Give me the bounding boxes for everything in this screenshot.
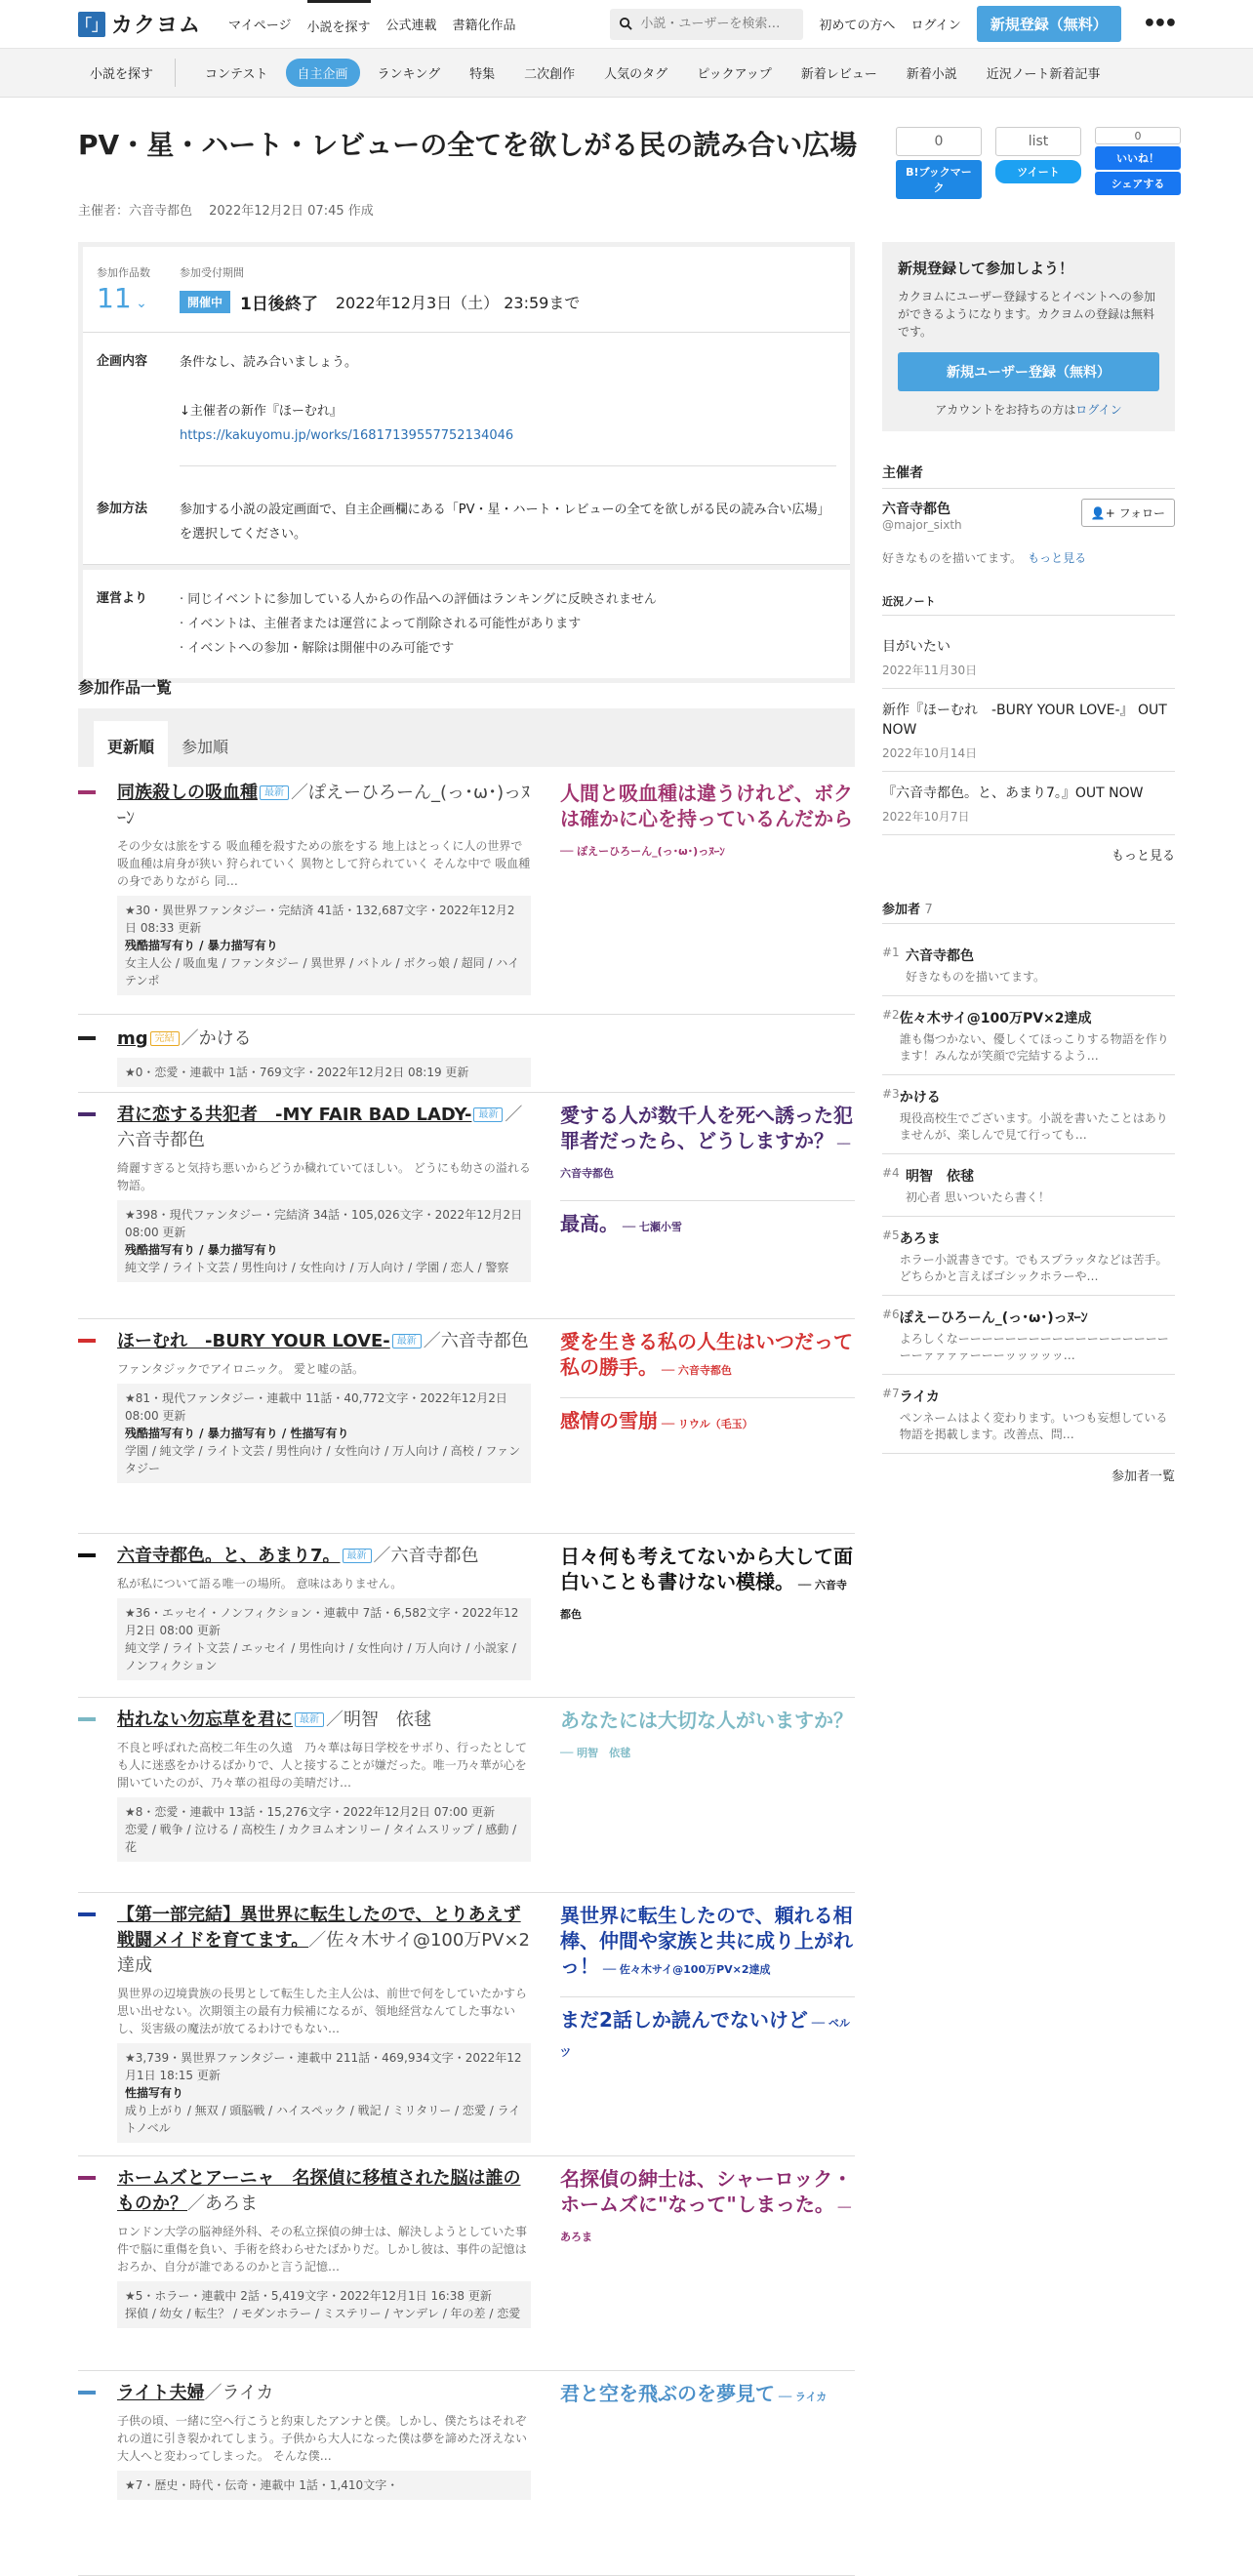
work-color-bar (78, 1036, 96, 1040)
work-author-link[interactable]: 佐々木サイ@100万PV×2達成 (117, 1930, 531, 1976)
organizer-desc: 好きなものを描いてます。 (882, 551, 1017, 565)
work-title-link[interactable]: 【第一部完結】異世界に転生したので、とりあえず戦闘メイドを育てます。 (117, 1905, 521, 1951)
signup-button[interactable]: 新規ユーザー登録（無料） (898, 352, 1159, 391)
global-nav (228, 0, 516, 49)
review-author[interactable]: ベルツ (560, 2017, 850, 2059)
work-stats: ★30・異世界ファンタジー・完結済 41話・132,687文字・2022年12月2日 08:33 更新 (125, 904, 515, 935)
organizer-name[interactable]: 六音寺都色 (882, 502, 950, 517)
logo-icon: 「」 (78, 12, 105, 37)
work-info (117, 2281, 531, 2328)
work-title-link[interactable]: ほーむれ -BURY YOUR LOVE- (117, 1331, 390, 1351)
sidebar-login-link[interactable]: ログイン (1075, 403, 1122, 417)
method-label: 参加方法 (97, 502, 148, 516)
work-tags[interactable]: 探偵 / 幼女 / 転生？ / モダンホラー / ミステリー / ヤンデレ / 年の差 / 恋愛 (125, 2307, 521, 2320)
work-stats: ★8・恋愛・連載中 13話・15,276文字・2022年12月2日 07:00 更新 (125, 1805, 496, 1819)
logo-text: カクヨム (111, 14, 202, 38)
content-text-2: ↓主催者の新作『ほーむれ』 (180, 404, 343, 419)
work-color-bar (78, 1339, 96, 1343)
work-badge: 最新 (260, 785, 289, 800)
search-box (610, 9, 803, 40)
work-color-bar (78, 790, 96, 794)
more-menu-icon[interactable]: ••• (1142, 12, 1175, 36)
login-link[interactable]: ログイン (910, 19, 961, 33)
like-count: 0 (1095, 127, 1181, 144)
ops-label: 運営より (97, 591, 148, 606)
event-detail-box (78, 242, 855, 683)
work-description: 不良と呼ばれた高校二年生の久遠 乃々華は毎日学校をサボり、行ったとしても人に迷惑をかけるばかりで、人と接することが嫌だった。唯一乃々華が心を開いていたのが、乃々華の祖母の美晴だけ… (117, 1741, 528, 1790)
work-badge: 最新 (295, 1712, 324, 1727)
review-author[interactable]: ライカ (794, 2391, 828, 2403)
follow-button[interactable]: 👤+ フォロー (1081, 499, 1175, 527)
global-header (0, 0, 1253, 49)
work-warning: 性描写有り (125, 2086, 184, 2100)
chevron-down-icon[interactable]: ⌄ (131, 296, 147, 311)
work-warning: 残酷描写有り / 暴力描写有り (125, 1243, 278, 1257)
work-item: ライト夫婦／ライカ 子供の頃、一緒に空へ行こうと約束したアンナと僕。しかし、僕たちはそれぞれの道に引き裂かれてしまう。子供から大人になった僕は夢を諦めた冴えない大人へと変わってしまった。 そんな僕… ★7・歴史・時代・伝奇・連載中 1話・1,410文字・ 君と空を飛ぶのを夢見て ── ライカ (78, 2381, 855, 2576)
sidebar (882, 242, 1175, 1484)
work-author-link[interactable]: ぽえーひろーん_(っ･ω･)っﾇｰﾝ (117, 783, 531, 828)
nav-official[interactable]: 公式連載 (385, 19, 437, 33)
work-badge: 最新 (392, 1334, 422, 1348)
search-icon (620, 18, 632, 30)
work-info (117, 1384, 531, 1483)
work-tags[interactable]: 女主人公 / 吸血鬼 / ファンタジー / 異世界 / バトル / ボクっ娘 / 超同 / ハイテンポ (125, 956, 520, 987)
promo-title: 新規登録して参加しよう！ (898, 260, 1074, 277)
work-description: 私が私について語る唯一の場所。 意味はありません。 (117, 1577, 403, 1590)
ops-item: · 同じイベントに参加している人からの作品への評価はランキングに反映されません (180, 592, 657, 607)
participant-item[interactable]: #5 あろま ホラー小説書きです。でもスプラッタなどは苦手。どちらかと言えばゴシックホラーや… (882, 1217, 1175, 1296)
user-plus-icon: 👤+ (1090, 506, 1115, 520)
hatena-bookmark-button[interactable]: B!ブックマーク (896, 160, 982, 199)
work-description: 綺麗すぎると気持ち悪いからどうか穢れていてほしい。 どうにも幼さの溢れる物語。 (117, 1161, 531, 1192)
work-description: 子供の頃、一緒に空へ行こうと約束したアンナと僕。しかし、僕たちはそれぞれの道に引き裂かれてしまう。子供から大人になった僕は夢を諦めた冴えない大人へと変わってしまった。 そんな僕… (117, 2414, 528, 2463)
work-author-link[interactable]: ライカ (222, 2383, 274, 2403)
subnav-new-notes[interactable]: 近況ノート新着記事 (986, 67, 1101, 82)
work-author-link[interactable]: かける (198, 1028, 252, 1049)
note-item[interactable]: 目がいたい 2022年11月30日 (882, 625, 1175, 689)
work-info (117, 1200, 531, 1282)
share-button[interactable]: シェアする (1095, 172, 1181, 195)
ops-item: · イベントは、主催者または運営によって削除される可能性があります (180, 617, 582, 631)
work-stats: ★7・歴史・時代・伝奇・連載中 1話・1,410文字・ (125, 2478, 399, 2492)
work-tags[interactable]: 純文学 / ライト文芸 / エッセイ / 男性向け / 女性向け / 万人向け / 小説家 / ノンフィクション (125, 1641, 516, 1672)
work-stats: ★5・ホラー・連載中 2話・5,419文字・2022年12月1日 16:38 更新 (125, 2289, 492, 2303)
review-author[interactable]: 六音寺都色 (677, 1364, 732, 1377)
organizer-id: @major_sixth (882, 518, 962, 532)
work-description: その少女は旅をする 吸血種を殺すための旅をする 地上はとっくに人の世界で 吸血種は肩身が狭い 狩られていく 異物として狩られていく そんな中で 吸血種の身でありながら 同… (117, 839, 531, 888)
work-color-bar (78, 1912, 96, 1916)
work-item: 枯れない勿忘草を君に 最新 ／明智 依毬 不良と呼ばれた高校二年生の久遠 乃々華は毎日学校をサボり、行ったとしても人に迷惑をかけるばかりで、人と接することが嫌だった。唯一乃々華が心を開いていたのが、乃々華の祖母の美晴だけ… ★8・恋愛・連載中 13話・15,276文字・2022年12月2日 07:00 更新 恋愛 / 戦争 / 泣ける / 高校生 / カクヨムオンリー / タイムスリップ / 感動 / 花 あなたには大切な人がいますか？ ── 明智 依毬 (78, 1708, 855, 1893)
register-button[interactable]: 新規登録（無料） (977, 6, 1121, 42)
work-item: ホームズとアーニャ 名探偵に移植された脳は誰のものか？／あろま ロンドン大学の脳神経外科、その私立探偵の紳士は、解決しようとしていた事件で脳に重傷を負い、手術を終わらせたばかりだ。しかし彼は、事件の記憶はおろか、自分が誰であるのかと言う記憶… ★5・ホラー・連載中 2話・5,419文字・2022年12月1日 16:38 更新 探偵 / 幼女 / 転生？ / モダンホラー / ミステリー / ヤンデレ / 年の差 / 恋愛 名探偵の紳士は、シャーロック・ホームズに"なって"しまった。 ── あろま (78, 2166, 855, 2371)
work-catchphrase[interactable]: 君と空を飛ぶのを夢見て ── ライカ (560, 2382, 828, 2405)
work-author-link[interactable]: 六音寺都色 (117, 1130, 205, 1150)
nav-books[interactable]: 書籍化作品 (452, 19, 516, 33)
work-badge: 完結 (150, 1031, 180, 1046)
work-link[interactable]: https://kakuyomu.jp/works/16817139557752134046 (180, 428, 514, 443)
work-info (117, 1598, 531, 1680)
work-badge: 最新 (473, 1107, 503, 1122)
work-title-link[interactable]: 枯れない勿忘草を君に (117, 1710, 293, 1730)
sub-nav (0, 49, 1253, 98)
work-warning: 残酷描写有り / 暴力描写有り / 性描写有り (125, 1427, 349, 1440)
note-item[interactable]: 新作『ほーむれ -BURY YOUR LOVE-』 OUT NOW 2022年10月14日 (882, 689, 1175, 772)
note-item[interactable]: 『六音寺都色。と、あまり7。』OUT NOW 2022年10月7日 (882, 772, 1175, 835)
participants-heading: 参加者 (882, 903, 921, 917)
work-author-link[interactable]: 六音寺都色 (390, 1546, 479, 1566)
participants-all-link[interactable]: 参加者一覧 (1111, 1469, 1175, 1484)
work-item: mg 完結 ／かける ★0・恋愛・連載中 1話・769文字・2022年12月2日 08:19 更新 (78, 1026, 855, 1093)
tab-updated[interactable]: 更新順 (94, 721, 168, 767)
work-info (117, 1058, 531, 1087)
work-title-link[interactable]: 同族殺しの吸血種 (117, 783, 258, 803)
work-catchphrase[interactable]: 異世界に転生したので、頼れる相棒、仲間や家族と共に成り上がれっ！ ── 佐々木サイ@100万PV×2達成 まだ2話しか読んでないけど ── ベルツ (560, 1903, 855, 2066)
participant-item[interactable]: #3 かける 現役高校生でございます。小説を書いたことはありませんが、楽しんで見て行っても… (882, 1075, 1175, 1154)
work-info (117, 2043, 531, 2143)
work-color-bar (78, 2391, 96, 2395)
review-author[interactable]: 七瀬小雪 (638, 1221, 682, 1233)
subnav-new-review[interactable]: 新着レビュー (800, 67, 877, 82)
participant-item[interactable]: #4 明智 依毬 初心者 思いついたら書く！ (882, 1154, 1175, 1217)
first-time-link[interactable]: 初めての方へ (819, 19, 896, 33)
subnav-ranking[interactable]: ランキング (377, 67, 441, 82)
work-color-bar (78, 1112, 96, 1116)
like-button[interactable]: いいね！ (1095, 146, 1181, 170)
notes-more-link[interactable]: もっと見る (1111, 849, 1175, 864)
work-description: ロンドン大学の脳神経外科、その私立探偵の紳士は、解決しようとしていた事件で脳に重傷を負い、手術を終わらせたばかりだ。しかし彼は、事件の記憶はおろか、自分が誰であるのかと言う記憶… (117, 2225, 528, 2274)
work-catchphrase[interactable]: 日々何も考えてないから大して面白いことも書けない模様。 ── 六音寺都色 (560, 1545, 853, 1621)
notes-heading: 近況ノート (882, 593, 1175, 616)
work-info (117, 2471, 531, 2500)
work-title-link[interactable]: ホームズとアーニャ 名探偵に移植された脳は誰のものか？ (117, 2168, 521, 2214)
bookmark-count: 0 (896, 127, 982, 156)
page-title: PV・星・ハート・レビューの全てを欲しがる民の読み合い広場 (78, 129, 858, 161)
has-account-text: アカウントをお持ちの方は (935, 403, 1076, 417)
work-author-link[interactable]: 六音寺都色 (440, 1331, 529, 1351)
work-info (117, 896, 531, 995)
work-count[interactable]: 11 (97, 282, 132, 314)
work-tags[interactable]: 成り上がり / 無双 / 頭脳戦 / ハイスペック / 戦記 / ミリタリー / 恋愛 / ライトノベル (125, 2104, 521, 2135)
subnav-contest[interactable]: コンテスト (205, 67, 268, 82)
tweet-button[interactable]: ツイート (995, 160, 1081, 183)
content-text-1: 条件なし、読み合いましょう。 (180, 355, 358, 370)
work-catchphrase[interactable]: あなたには大切な人がいますか？ ── 明智 依毬 (560, 1709, 853, 1759)
subnav-jishu[interactable]: 自主企画 (286, 59, 360, 87)
work-tags[interactable]: 学園 / 純文学 / ライト文芸 / 男性向け / 女性向け / 万人向け / 高校 / ファンタジー (125, 1444, 521, 1475)
review-author[interactable]: 明智 依毬 (577, 1747, 631, 1759)
work-tags[interactable]: 純文学 / ライト文芸 / 男性向け / 女性向け / 万人向け / 学園 / 恋人 / 警察 (125, 1261, 509, 1274)
period-label: 参加受付期間 (180, 266, 244, 279)
review-author[interactable]: あろま (560, 2231, 592, 2243)
work-title-link[interactable]: 六音寺都色。と、あまり7。 (117, 1546, 341, 1566)
subnav-find[interactable]: 小説を探す (78, 59, 176, 87)
work-stats: ★0・恋愛・連載中 1話・769文字・2022年12月2日 08:19 更新 (125, 1066, 469, 1079)
list-button[interactable]: list (995, 127, 1081, 156)
work-badge: 最新 (343, 1549, 372, 1563)
review-author[interactable]: 佐々木サイ@100万PV×2達成 (619, 1963, 771, 1976)
organizer-heading: 主催者 (882, 463, 1175, 489)
works-list-title: 参加作品一覧 (78, 678, 173, 697)
work-item: 君に恋する共犯者 -MY FAIR BAD LADY- 最新 ／六音寺都色 綺麗すぎると気持ち悪いからどうか穢れていてほしい。 どうにも幼さの溢れる物語。 ★398・現代ファンタジー・完結済 34話・105,026文字・2022年12月2日 08:00 更新 残酷描写有り / 暴力描写有り 純文学 / ライト文芸 / 男性向け / 女性向け / 万人向け / 学園 / 恋人 / 警察 愛する人が数千人を死へ誘った犯罪者だったら、どうしますか？ ── 六音寺都色 最高。 ── 七瀬小雪 (78, 1103, 855, 1319)
work-item: ほーむれ -BURY YOUR LOVE- 最新 ／六音寺都色 ファンタジックでアイロニック。 愛と嘘の話。 ★81・現代ファンタジー・連載中 11話・40,772文字・2022年12月2日 08:00 更新 残酷描写有り / 暴力描写有り / 性描写有り 学園 / 純文学 / ライト文芸 / 男性向け / 女性向け / 万人向け / 高校 / ファンタジー 愛を生きる私の人生はいつだって私の勝手。 ── 六音寺都色 感情の雪崩 ── リウル（毛玉） (78, 1329, 855, 1534)
organizer-more-link[interactable]: もっと見る (1028, 551, 1087, 565)
work-item: 同族殺しの吸血種 最新 ／ぽえーひろーん_(っ･ω･)っﾇｰﾝ その少女は旅をする 吸血種を殺すための旅をする 地上はとっくに人の世界で 吸血種は肩身が狭い 狩られていく 異物として狩られていく そんな中で 吸血種の身でありながら 同… ★30・異世界ファンタジー・完結済 41話・132,687文字・2022年12月2日 08:33 更新 残酷描写有り / 暴力描写有り 女主人公 / 吸血鬼 / ファンタジー / 異世界 / バトル / ボクっ娘 / 超同 / ハイテンポ 人間と吸血種は違うけれど、ボクは確かに心を持っているんだから ── ぽえーひろーん_(っ･ω･)っﾇｰﾝ (78, 781, 855, 1015)
participant-item[interactable]: #2 佐々木サイ@100万PV×2達成 誰も傷つかない、優しくてほっこりする物語を作ります！みんなが笑顔で完結するよう… (882, 996, 1175, 1075)
subnav-feature[interactable]: 特集 (469, 67, 496, 82)
work-title-link[interactable]: ライト夫婦 (117, 2383, 205, 2403)
work-item: 六音寺都色。と、あまり7。 最新 ／六音寺都色 私が私について語る唯一の場所。 意味はありません。 ★36・エッセイ・ノンフィクション・連載中 7話・6,582文字・2022年12月2日 08:00 更新 純文学 / ライト文芸 / エッセイ / 男性向け / 女性向け / 万人向け / 小説家 / ノンフィクション 日々何も考えてないから大して面白いことも書けない模様。 ── 六音寺都色 (78, 1544, 855, 1698)
ops-item: · イベントへの参加・解除は開催中のみ可能です (180, 641, 455, 656)
work-author-link[interactable]: あろま (205, 2194, 258, 2214)
promo-text: カクヨムにユーザー登録するとイベントへの参加ができるようになります。カクヨムの登録は無料です。 (898, 290, 1156, 339)
work-stats: ★3,739・異世界ファンタジー・連載中 211話・469,934文字・2022年12月1日 18:15 更新 (125, 2051, 522, 2082)
subnav-tags[interactable]: 人気のタグ (604, 67, 668, 82)
subnav-pickup[interactable]: ピックアップ (697, 67, 772, 82)
review-author[interactable]: 六音寺都色 (560, 1167, 614, 1180)
work-info (117, 1797, 531, 1862)
nav-find[interactable]: 小説を探す (307, 0, 371, 49)
status-badge: 開催中 (180, 291, 230, 313)
event-meta: 主催者：六音寺都色 2022年12月2日 07:45 作成 (78, 204, 374, 219)
search-input[interactable] (640, 17, 787, 31)
work-tags[interactable]: 恋愛 / 戦争 / 泣ける / 高校生 / カクヨムオンリー / タイムスリップ / 感動 / 花 (125, 1823, 517, 1854)
register-promo (882, 242, 1175, 431)
work-color-bar (78, 1717, 96, 1721)
subnav-fanfic[interactable]: 二次創作 (524, 67, 576, 82)
participant-item[interactable]: #1 六音寺都色 好きなものを描いてます。 (882, 934, 1175, 996)
work-warning: 残酷描写有り / 暴力描写有り (125, 939, 278, 952)
participants-count: 7 (924, 903, 933, 917)
work-description: ファンタジックでアイロニック。 愛と嘘の話。 (117, 1362, 365, 1376)
work-catchphrase[interactable]: 愛する人が数千人を死へ誘った犯罪者だったら、どうしますか？ ── 六音寺都色 最高。 ── 七瀬小雪 (560, 1103, 855, 1240)
work-description: 異世界の辺境貴族の長男として転生した主人公は、前世で何をしていたかすら思い出せない。次期領主の最有力候補になるが、領地経営なんてした事ないし、災害級の魔法が放てるわけでもない… (117, 1987, 528, 2035)
count-label: 参加作品数 (97, 266, 150, 279)
work-item: 【第一部完結】異世界に転生したので、とりあえず戦闘メイドを育てます。／佐々木サイ@100万PV×2達成 異世界の辺境貴族の長男として転生した主人公は、前世で何をしていたかすら思い出せない。次期領主の最有力候補になるが、領地経営なんてした事ないし、災害級の魔法が放てるわけでもない… ★3,739・異世界ファンタジー・連載中 211話・469,934文字・2022年12月1日 18:15 更新 性描写有り 成り上がり / 無双 / 頭脳戦 / ハイスペック / 戦記 / ミリタリー / 恋愛 / ライトノベル 異世界に転生したので、頼れる相棒、仲間や家族と共に成り上がれっ！ ── 佐々木サイ@100万PV×2達成 まだ2話しか読んでないけど ── ベルツ (78, 1903, 855, 2156)
review-author[interactable]: ぽえーひろーん_(っ･ω･)っﾇｰﾝ (577, 845, 725, 858)
review-author[interactable]: リウル（毛玉） (677, 1418, 753, 1430)
work-catchphrase[interactable]: 名探偵の紳士は、シャーロック・ホームズに"なって"しまった。 ── あろま (560, 2167, 853, 2243)
remain-text: 1日後終了 (240, 295, 318, 314)
subnav-new-novel[interactable]: 新着小説 (906, 67, 957, 82)
logo[interactable] (78, 9, 201, 39)
content-label: 企画内容 (97, 354, 148, 369)
works-tabs (78, 708, 855, 767)
work-title-link[interactable]: 君に恋する共犯者 -MY FAIR BAD LADY- (117, 1105, 472, 1125)
participant-item[interactable]: #6 ぽえーひろーん_(っ･ω･)っﾇｰﾝ よろしくなーーーーーーーーーーーーーーーーーーーーァァァァーーーッッッッッ… (882, 1296, 1175, 1375)
work-stats: ★398・現代ファンタジー・完結済 34話・105,026文字・2022年12月2日 08:00 更新 (125, 1208, 523, 1239)
deadline-text: 2022年12月3日（土） 23:59まで (335, 294, 581, 312)
work-stats: ★81・現代ファンタジー・連載中 11話・40,772文字・2022年12月2日 08:00 更新 (125, 1391, 507, 1423)
work-title-link[interactable]: mg (117, 1028, 148, 1049)
method-text: 参加する小説の設定画面で、自主企画欄にある「PV・星・ハート・レビューの全てを欲しがる民の読み合い広場」を選択してください。 (180, 503, 830, 542)
work-color-bar (78, 2176, 96, 2180)
work-catchphrase[interactable]: 人間と吸血種は違うけれど、ボクは確かに心を持っているんだから ── ぽえーひろーん_(っ･ω･)っﾇｰﾝ (560, 782, 853, 858)
review-author[interactable]: 六音寺都色 (560, 1579, 847, 1621)
social-buttons (896, 127, 1181, 199)
work-stats: ★36・エッセイ・ノンフィクション・連載中 7話・6,582文字・2022年12月2日 08:00 更新 (125, 1606, 519, 1637)
participant-item[interactable]: #7 ライカ ペンネームはよく変わります。いつも妄想している物語を掲載します。改善点、問… (882, 1375, 1175, 1454)
work-author-link[interactable]: 明智 依毬 (344, 1710, 431, 1730)
tab-joined[interactable]: 参加順 (182, 738, 229, 756)
work-color-bar (78, 1553, 96, 1557)
work-catchphrase[interactable]: 愛を生きる私の人生はいつだって私の勝手。 ── 六音寺都色 感情の雪崩 ── リウル（毛玉） (560, 1329, 855, 1437)
nav-mypage[interactable]: マイページ (228, 19, 292, 33)
